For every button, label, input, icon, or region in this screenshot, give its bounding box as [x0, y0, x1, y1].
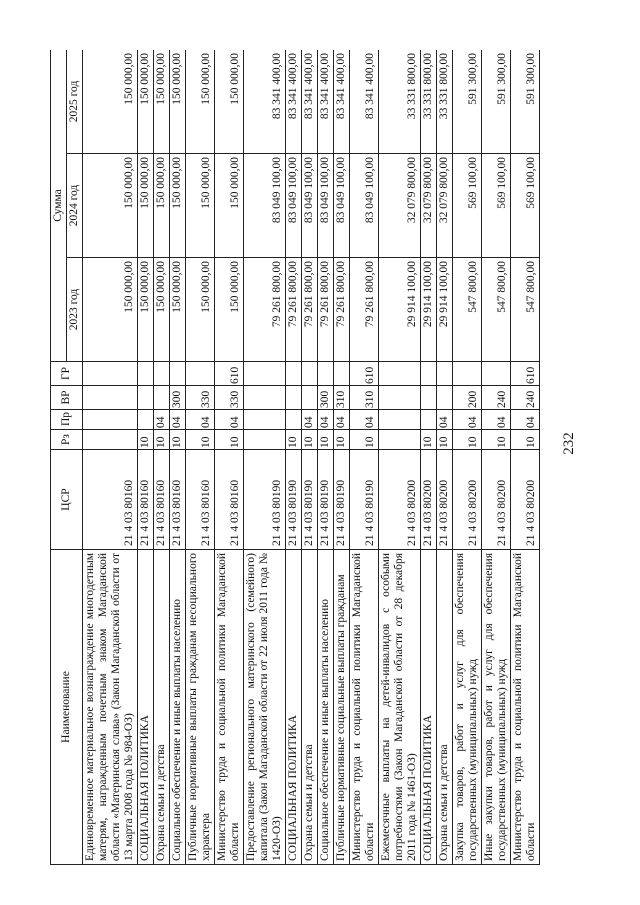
cell-2025: 83 341 400,00	[318, 50, 334, 154]
cell-name: Социальное обеспечение и иные выплаты населению	[318, 550, 334, 865]
cell-pr	[83, 410, 138, 430]
cell-vr	[83, 386, 138, 410]
cell-gr	[83, 362, 138, 386]
cell-vr	[379, 386, 421, 410]
cell-name: СОЦИАЛЬНАЯ ПОЛИТИКА	[286, 550, 302, 865]
cell-name: Социальное обеспечение и иные выплаты населению	[170, 550, 186, 865]
cell-pr: 04	[170, 410, 186, 430]
cell-rz: 10	[350, 430, 379, 450]
table-row	[318, 50, 334, 865]
cell-2025: 83 341 400,00	[334, 50, 350, 154]
cell-vr: 330	[215, 386, 244, 410]
cell-gr	[318, 362, 334, 386]
cell-csr: 21 4 03 80190	[350, 450, 379, 550]
cell-gr	[482, 362, 511, 386]
header-csr: ЦСР	[51, 450, 83, 550]
table-row	[421, 50, 437, 865]
cell-pr: 04	[482, 410, 511, 430]
cell-rz: 10	[286, 430, 302, 450]
header-pr: Пр	[51, 410, 83, 430]
cell-name: Министерство труда и социальной политики Магаданской области	[511, 550, 540, 865]
cell-name: Охрана семьи и детства	[154, 550, 170, 865]
cell-2024: 150 000,00	[154, 154, 170, 258]
cell-2023: 29 914 100,00	[421, 258, 437, 362]
cell-pr: 04	[511, 410, 540, 430]
cell-2024: 150 000,00	[215, 154, 244, 258]
cell-name: Закупка товаров, работ и услуг для обеспечения государственных (муниципальных) нужд	[453, 550, 482, 865]
cell-vr	[437, 386, 453, 410]
cell-2024: 569 100,00	[453, 154, 482, 258]
cell-vr: 240	[511, 386, 540, 410]
cell-2024: 32 079 800,00	[421, 154, 437, 258]
cell-gr: 610	[511, 362, 540, 386]
cell-rz: 10	[170, 430, 186, 450]
header-2024: 2024 год	[67, 154, 83, 258]
cell-2025: 150 000,00	[138, 50, 154, 154]
cell-2023: 79 261 800,00	[334, 258, 350, 362]
cell-gr	[334, 362, 350, 386]
cell-csr: 21 4 03 80200	[437, 450, 453, 550]
cell-2023: 79 261 800,00	[302, 258, 318, 362]
table-row	[170, 50, 186, 865]
cell-vr	[286, 386, 302, 410]
cell-2023: 547 800,00	[453, 258, 482, 362]
cell-2023: 79 261 800,00	[244, 258, 286, 362]
cell-2025: 591 300,00	[511, 50, 540, 154]
table-row	[186, 50, 215, 865]
cell-vr	[244, 386, 286, 410]
cell-pr	[138, 410, 154, 430]
cell-vr	[421, 386, 437, 410]
cell-2025: 591 300,00	[482, 50, 511, 154]
cell-2023: 29 914 100,00	[437, 258, 453, 362]
cell-2025: 33 331 800,00	[437, 50, 453, 154]
table-row	[482, 50, 511, 865]
cell-csr: 21 4 03 80200	[379, 450, 421, 550]
cell-2024: 32 079 800,00	[379, 154, 421, 258]
cell-name: Публичные нормативные выплаты гражданам несоциального характера	[186, 550, 215, 865]
cell-2023: 29 914 100,00	[379, 258, 421, 362]
cell-name: СОЦИАЛЬНАЯ ПОЛИТИКА	[138, 550, 154, 865]
cell-gr	[286, 362, 302, 386]
table-row	[334, 50, 350, 865]
cell-2024: 83 049 100,00	[350, 154, 379, 258]
cell-gr	[138, 362, 154, 386]
header-rz: Рз	[51, 430, 83, 450]
cell-2023: 547 800,00	[511, 258, 540, 362]
header-gr: ГР	[51, 362, 83, 386]
cell-gr	[453, 362, 482, 386]
cell-2024: 83 049 100,00	[286, 154, 302, 258]
cell-csr: 21 4 03 80190	[244, 450, 286, 550]
cell-name: Единовременное материальное вознаграждение многодетным матерям, награжденным почетным знаком Магаданской области «Материнская слава» (Закон Магаданской области от 13 марта 2008 года № 984-ОЗ)	[83, 550, 138, 865]
table-frame	[50, 50, 545, 865]
cell-csr: 21 4 03 80160	[154, 450, 170, 550]
table-row	[302, 50, 318, 865]
cell-name: СОЦИАЛЬНАЯ ПОЛИТИКА	[421, 550, 437, 865]
cell-csr: 21 4 03 80160	[138, 450, 154, 550]
cell-pr: 04	[334, 410, 350, 430]
cell-2025: 150 000,00	[170, 50, 186, 154]
cell-vr: 330	[186, 386, 215, 410]
cell-vr	[138, 386, 154, 410]
cell-csr: 21 4 03 80190	[302, 450, 318, 550]
cell-2024: 150 000,00	[170, 154, 186, 258]
cell-gr: 610	[350, 362, 379, 386]
table-body	[83, 50, 540, 865]
cell-vr: 300	[170, 386, 186, 410]
table-row	[83, 50, 138, 865]
cell-name: Предоставление регионального материнского (семейного) капитала (Закон Магаданской области от 22 июля 2011 года № 1420-ОЗ)	[244, 550, 286, 865]
cell-csr: 21 4 03 80200	[421, 450, 437, 550]
cell-pr: 04	[318, 410, 334, 430]
header-sum: Сумма	[51, 50, 67, 362]
cell-2023: 547 800,00	[482, 258, 511, 362]
cell-2023: 150 000,00	[83, 258, 138, 362]
cell-name: Публичные нормативные социальные выплаты гражданам	[334, 550, 350, 865]
cell-csr: 21 4 03 80160	[170, 450, 186, 550]
cell-name: Ежемесячные выплаты на детей-инвалидов с особыми потребностями (Закон Магаданской области от 28 декабря 2011 года № 1461-ОЗ)	[379, 550, 421, 865]
cell-rz: 10	[138, 430, 154, 450]
cell-rz: 10	[215, 430, 244, 450]
cell-2025: 150 000,00	[186, 50, 215, 154]
cell-vr: 200	[453, 386, 482, 410]
cell-2025: 83 341 400,00	[286, 50, 302, 154]
cell-2024: 83 049 100,00	[302, 154, 318, 258]
cell-pr	[244, 410, 286, 430]
cell-rz: 10	[511, 430, 540, 450]
rotated-table-area	[50, 50, 545, 865]
cell-pr: 04	[302, 410, 318, 430]
cell-csr: 21 4 03 80200	[453, 450, 482, 550]
cell-vr: 300	[318, 386, 334, 410]
cell-rz: 10	[482, 430, 511, 450]
cell-2024: 83 049 100,00	[318, 154, 334, 258]
cell-2024: 32 079 800,00	[437, 154, 453, 258]
cell-2025: 150 000,00	[83, 50, 138, 154]
cell-2025: 150 000,00	[154, 50, 170, 154]
cell-vr	[302, 386, 318, 410]
cell-2025: 83 341 400,00	[350, 50, 379, 154]
cell-gr	[379, 362, 421, 386]
table-row	[350, 50, 379, 865]
cell-2025: 33 331 800,00	[379, 50, 421, 154]
cell-pr: 04	[154, 410, 170, 430]
cell-gr	[437, 362, 453, 386]
cell-name: Министерство труда и социальной политики Магаданской области	[350, 550, 379, 865]
table-row	[138, 50, 154, 865]
cell-rz: 10	[302, 430, 318, 450]
cell-pr: 04	[437, 410, 453, 430]
cell-2023: 150 000,00	[154, 258, 170, 362]
cell-gr	[170, 362, 186, 386]
cell-2023: 150 000,00	[170, 258, 186, 362]
cell-gr	[186, 362, 215, 386]
cell-rz: 10	[421, 430, 437, 450]
cell-pr: 04	[453, 410, 482, 430]
cell-2024: 150 000,00	[186, 154, 215, 258]
table-row	[286, 50, 302, 865]
cell-gr	[421, 362, 437, 386]
cell-2024: 150 000,00	[138, 154, 154, 258]
cell-2025: 150 000,00	[215, 50, 244, 154]
cell-gr	[154, 362, 170, 386]
header-vr: ВР	[51, 386, 83, 410]
cell-gr: 610	[215, 362, 244, 386]
cell-rz: 10	[334, 430, 350, 450]
cell-gr	[244, 362, 286, 386]
cell-pr: 04	[350, 410, 379, 430]
cell-vr: 240	[482, 386, 511, 410]
cell-pr: 04	[186, 410, 215, 430]
cell-rz: 10	[453, 430, 482, 450]
cell-rz: 10	[318, 430, 334, 450]
cell-csr: 21 4 03 80190	[318, 450, 334, 550]
cell-2024: 569 100,00	[511, 154, 540, 258]
cell-rz	[379, 430, 421, 450]
header-2023: 2023 год	[67, 258, 83, 362]
cell-2024: 569 100,00	[482, 154, 511, 258]
cell-rz	[244, 430, 286, 450]
cell-vr: 310	[350, 386, 379, 410]
cell-2023: 150 000,00	[215, 258, 244, 362]
cell-gr	[302, 362, 318, 386]
cell-rz	[83, 430, 138, 450]
cell-2023: 150 000,00	[138, 258, 154, 362]
cell-2023: 150 000,00	[186, 258, 215, 362]
cell-csr: 21 4 03 80190	[286, 450, 302, 550]
table-row	[511, 50, 540, 865]
page-number: 232	[560, 432, 577, 455]
header-2025: 2025 год	[67, 50, 83, 154]
cell-rz: 10	[186, 430, 215, 450]
cell-2025: 83 341 400,00	[244, 50, 286, 154]
cell-2024: 83 049 100,00	[244, 154, 286, 258]
header-name: Наименование	[51, 550, 83, 865]
cell-csr: 21 4 03 80160	[215, 450, 244, 550]
cell-pr	[379, 410, 421, 430]
cell-2024: 150 000,00	[83, 154, 138, 258]
cell-name: Министерство труда и социальной политики Магаданской области	[215, 550, 244, 865]
cell-pr	[421, 410, 437, 430]
cell-name: Охрана семьи и детства	[302, 550, 318, 865]
cell-pr	[286, 410, 302, 430]
cell-2023: 79 261 800,00	[286, 258, 302, 362]
cell-2023: 79 261 800,00	[350, 258, 379, 362]
cell-csr: 21 4 03 80190	[334, 450, 350, 550]
budget-table	[50, 50, 540, 865]
cell-csr: 21 4 03 80160	[83, 450, 138, 550]
cell-2025: 33 331 800,00	[421, 50, 437, 154]
cell-rz: 10	[437, 430, 453, 450]
cell-rz: 10	[154, 430, 170, 450]
cell-2025: 591 300,00	[453, 50, 482, 154]
table-row	[215, 50, 244, 865]
cell-pr: 04	[215, 410, 244, 430]
table-row	[244, 50, 286, 865]
table-row	[379, 50, 421, 865]
cell-vr: 310	[334, 386, 350, 410]
cell-name: Иные закупки товаров, работ и услуг для обеспечения государственных (муниципальных) нужд	[482, 550, 511, 865]
cell-name: Охрана семьи и детства	[437, 550, 453, 865]
cell-csr: 21 4 03 80160	[186, 450, 215, 550]
cell-2024: 83 049 100,00	[334, 154, 350, 258]
cell-csr: 21 4 03 80200	[511, 450, 540, 550]
cell-2025: 83 341 400,00	[302, 50, 318, 154]
cell-2023: 79 261 800,00	[318, 258, 334, 362]
cell-csr: 21 4 03 80200	[482, 450, 511, 550]
table-row	[453, 50, 482, 865]
table-row	[437, 50, 453, 865]
table-row	[154, 50, 170, 865]
cell-vr	[154, 386, 170, 410]
